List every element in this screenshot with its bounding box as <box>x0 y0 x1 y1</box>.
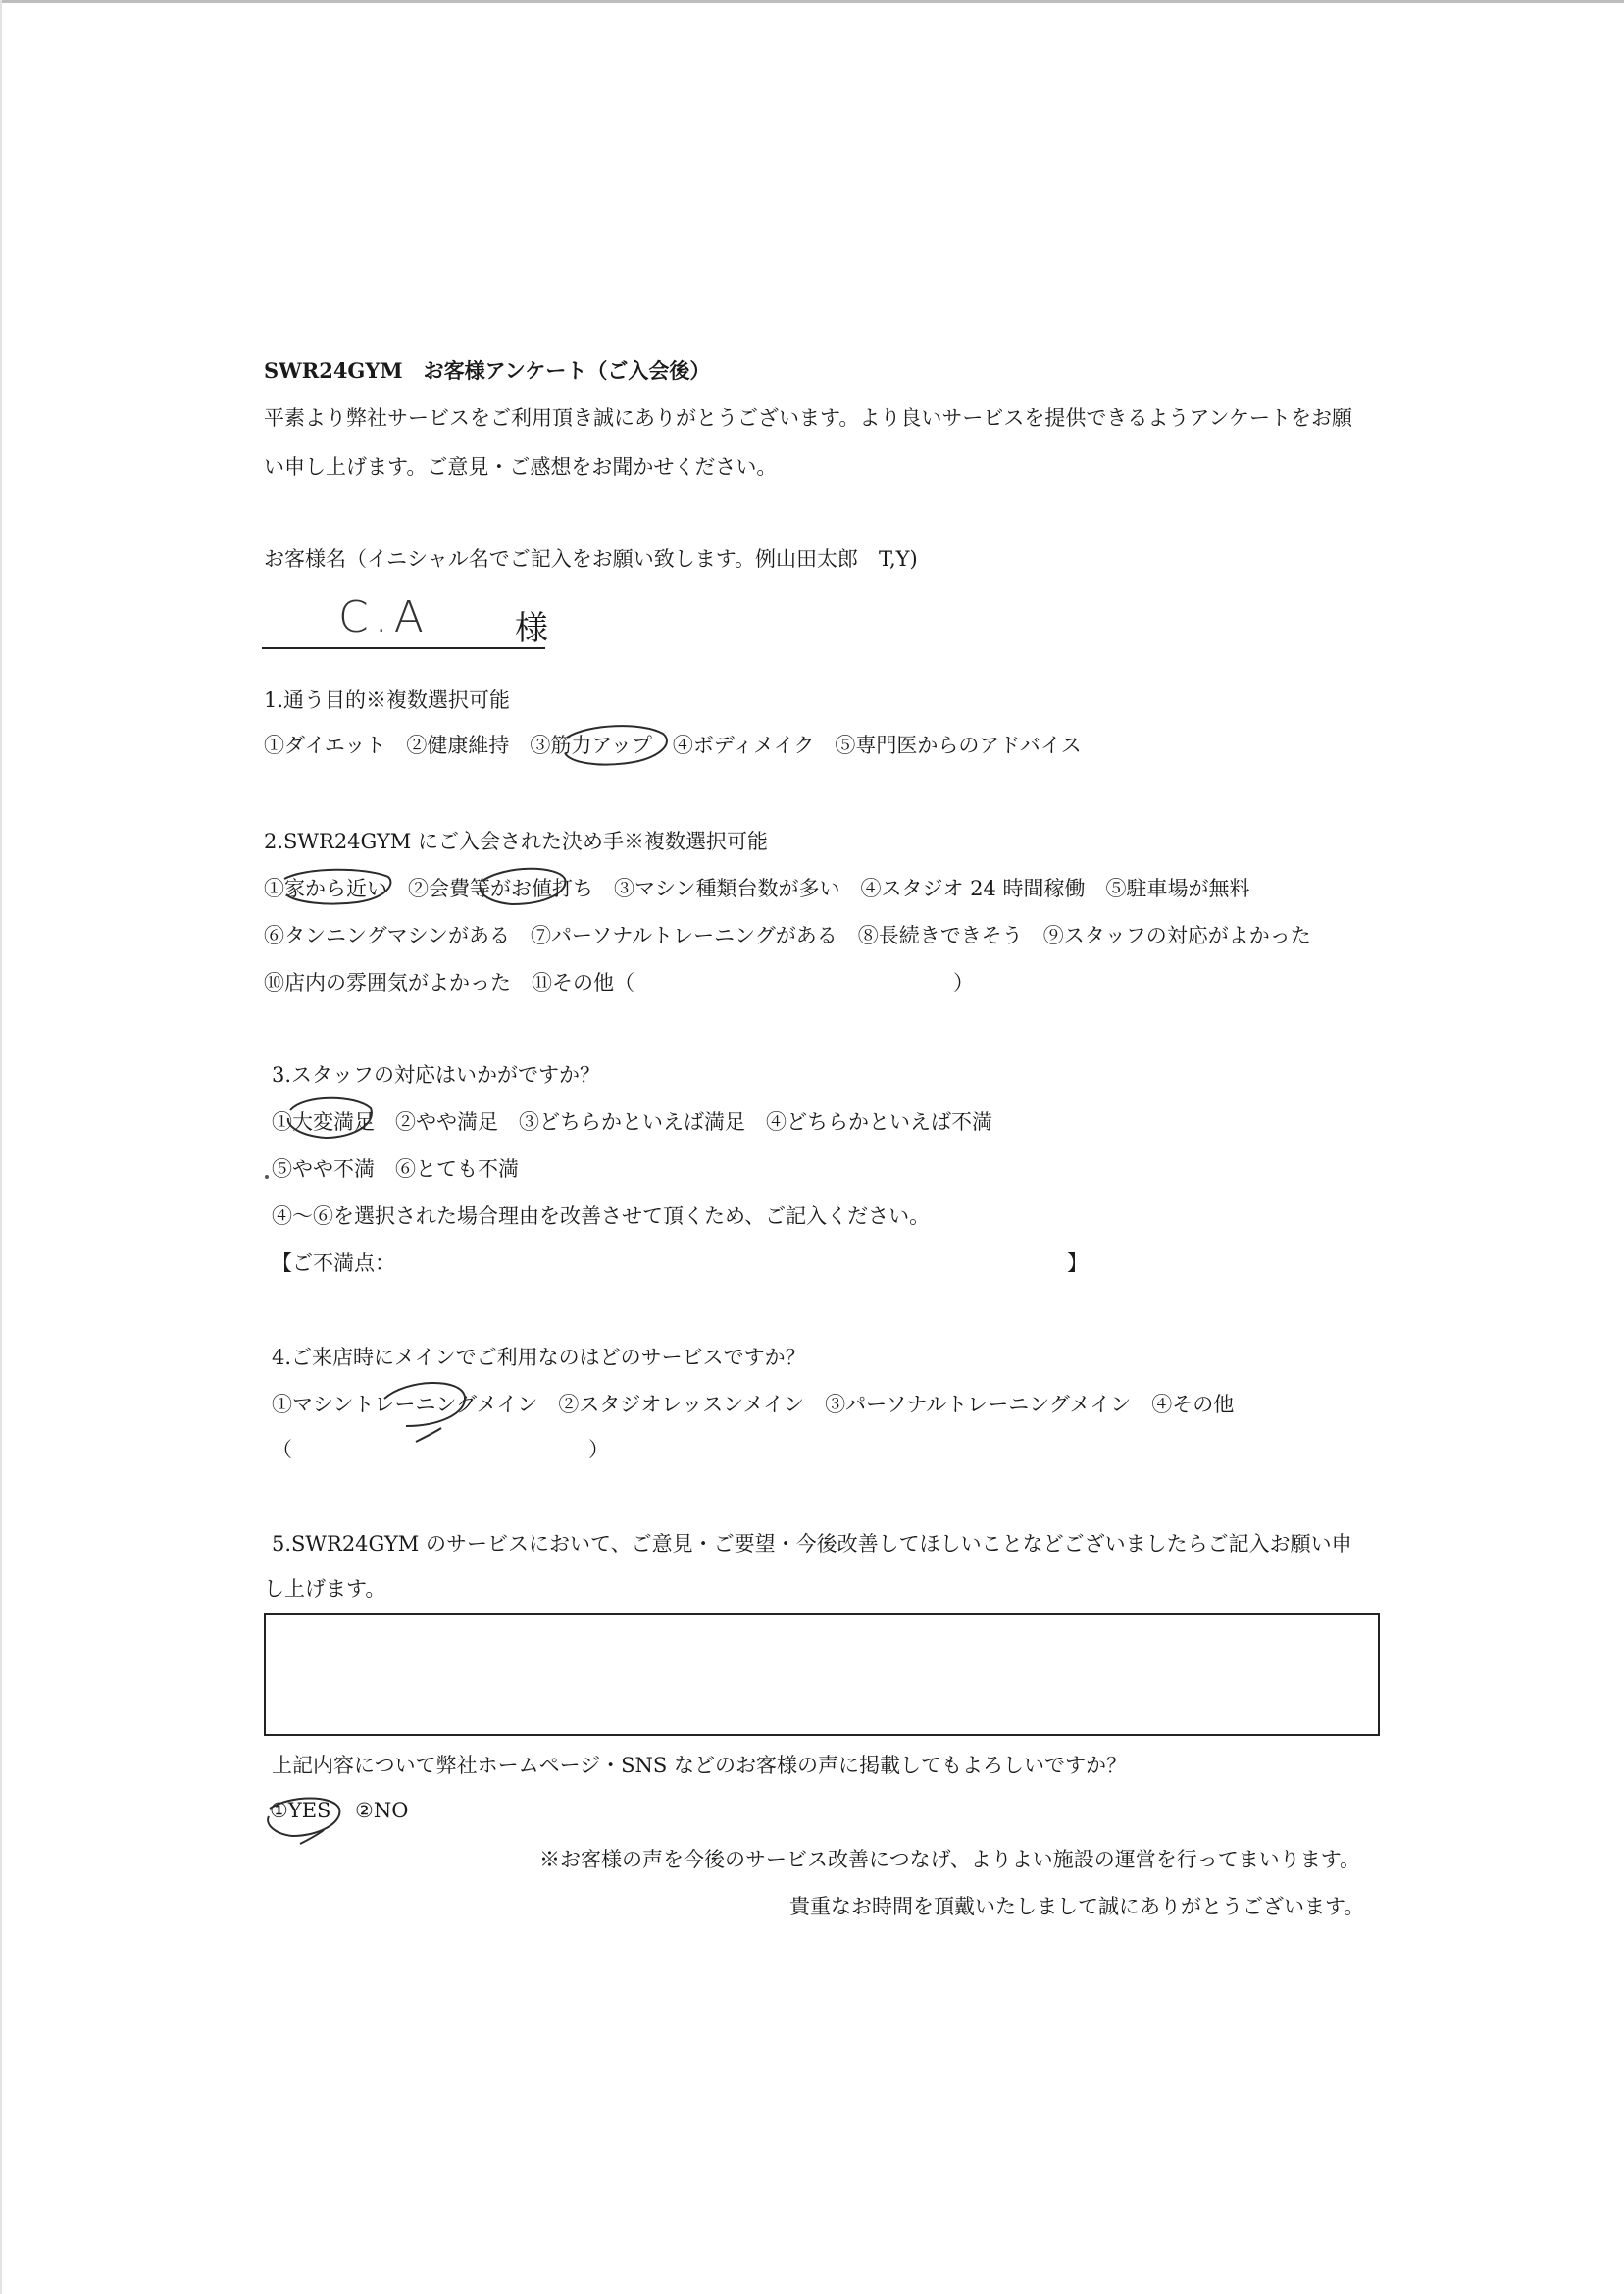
q3-question: 3.スタッフの対応はいかがですか？ <box>272 1063 601 1087</box>
tail-mark-q4-machine <box>416 1428 441 1442</box>
q4-options[interactable]: ①マシントレーニングメイン ②スタジオレッスンメイン ③パーソナルトレーニングメイン ④その他 <box>272 1393 1235 1416</box>
q2-options-line-2[interactable]: ⑥タンニングマシンがある ⑦パーソナルトレーニングがある ⑧長続きできそう ⑨スタッフの対応がよかった <box>264 924 1311 947</box>
q4-other-open-paren: （ <box>272 1438 292 1461</box>
scan-left-edge <box>0 0 2 2294</box>
q5-question-line-2: し上げます。 <box>264 1577 386 1601</box>
q4-other-close-paren: ） <box>588 1438 609 1461</box>
publish-option-no[interactable]: ②NO <box>355 1799 409 1822</box>
customer-name-handwritten[interactable]: C.A <box>338 592 430 642</box>
q3-followup: ④～⑥を選択された場合理由を改善させて頂くため、ご記入ください。 <box>272 1204 931 1228</box>
q2-question: 2.SWR24GYM にご入会された決め手※複数選択可能 <box>264 830 768 853</box>
intro-line-2: い申し上げます。ご意見・ご感想をお聞かせください。 <box>264 455 778 479</box>
q5-question-line-1: 5.SWR24GYM のサービスにおいて、ご意見・ご要望・今後改善してほしいことなどございましたらご記入お願い申 <box>272 1532 1352 1555</box>
intro-line-1: 平素より弊社サービスをご利用頂き誠にありがとうございます。より良いサービスを提供できるようアンケートをお願 <box>264 406 1353 430</box>
stray-mark <box>265 1175 269 1179</box>
q3-complaint-close: 】 <box>1067 1251 1088 1275</box>
q3-complaint-label[interactable]: 【ご不満点： <box>272 1251 395 1275</box>
q3-options-line-1[interactable]: ①大変満足 ②やや満足 ③どちらかといえば満足 ④どちらかといえば不満 <box>272 1110 992 1134</box>
honorific-sama: 様 <box>515 609 548 648</box>
customer-name-prompt: お客様名（イニシャル名でご記入をお願い致します。例山田太郎 T,Y) <box>264 547 918 571</box>
q2-other-close-paren: ） <box>953 971 974 994</box>
footer-note: ※お客様の声を今後のサービス改善につなげ、よりよい施設の運営を行ってまいります。 <box>539 1848 1361 1871</box>
survey-title: SWR24GYM お客様アンケート（ご入会後） <box>264 358 711 382</box>
tail-mark-publish-yes <box>300 1830 324 1844</box>
customer-name-line <box>262 647 545 649</box>
q1-question: 1.通う目的※複数選択可能 <box>264 688 511 712</box>
q4-question: 4.ご来店時にメインでご利用なのはどのサービスですか？ <box>272 1346 806 1369</box>
q1-options[interactable]: ①ダイエット ②健康維持 ③筋力アップ ④ボディメイク ⑤専門医からのアドバイス <box>264 734 1082 757</box>
publish-question: 上記内容について弊社ホームページ・SNS などのお客様の声に掲載してもよろしいですか？ <box>272 1754 1127 1777</box>
q3-options-line-2[interactable]: ⑤やや不満 ⑥とても不満 <box>272 1157 519 1181</box>
q2-options-line-1[interactable]: ①家から近い ②会費等がお値打ち ③マシン種類台数が多い ④スタジオ 24 時間稼働 ⑤駐車場が無料 <box>264 877 1250 900</box>
publish-option-yes[interactable]: ①YES <box>270 1799 331 1822</box>
scan-top-edge <box>0 0 1624 3</box>
q2-options-line-3[interactable]: ⑩店内の雰囲気がよかった ⑪その他（ <box>264 971 634 994</box>
footer-thanks: 貴重なお時間を頂戴いたしまして誠にありがとうございます。 <box>789 1895 1365 1918</box>
q5-comment-box[interactable] <box>264 1613 1380 1736</box>
